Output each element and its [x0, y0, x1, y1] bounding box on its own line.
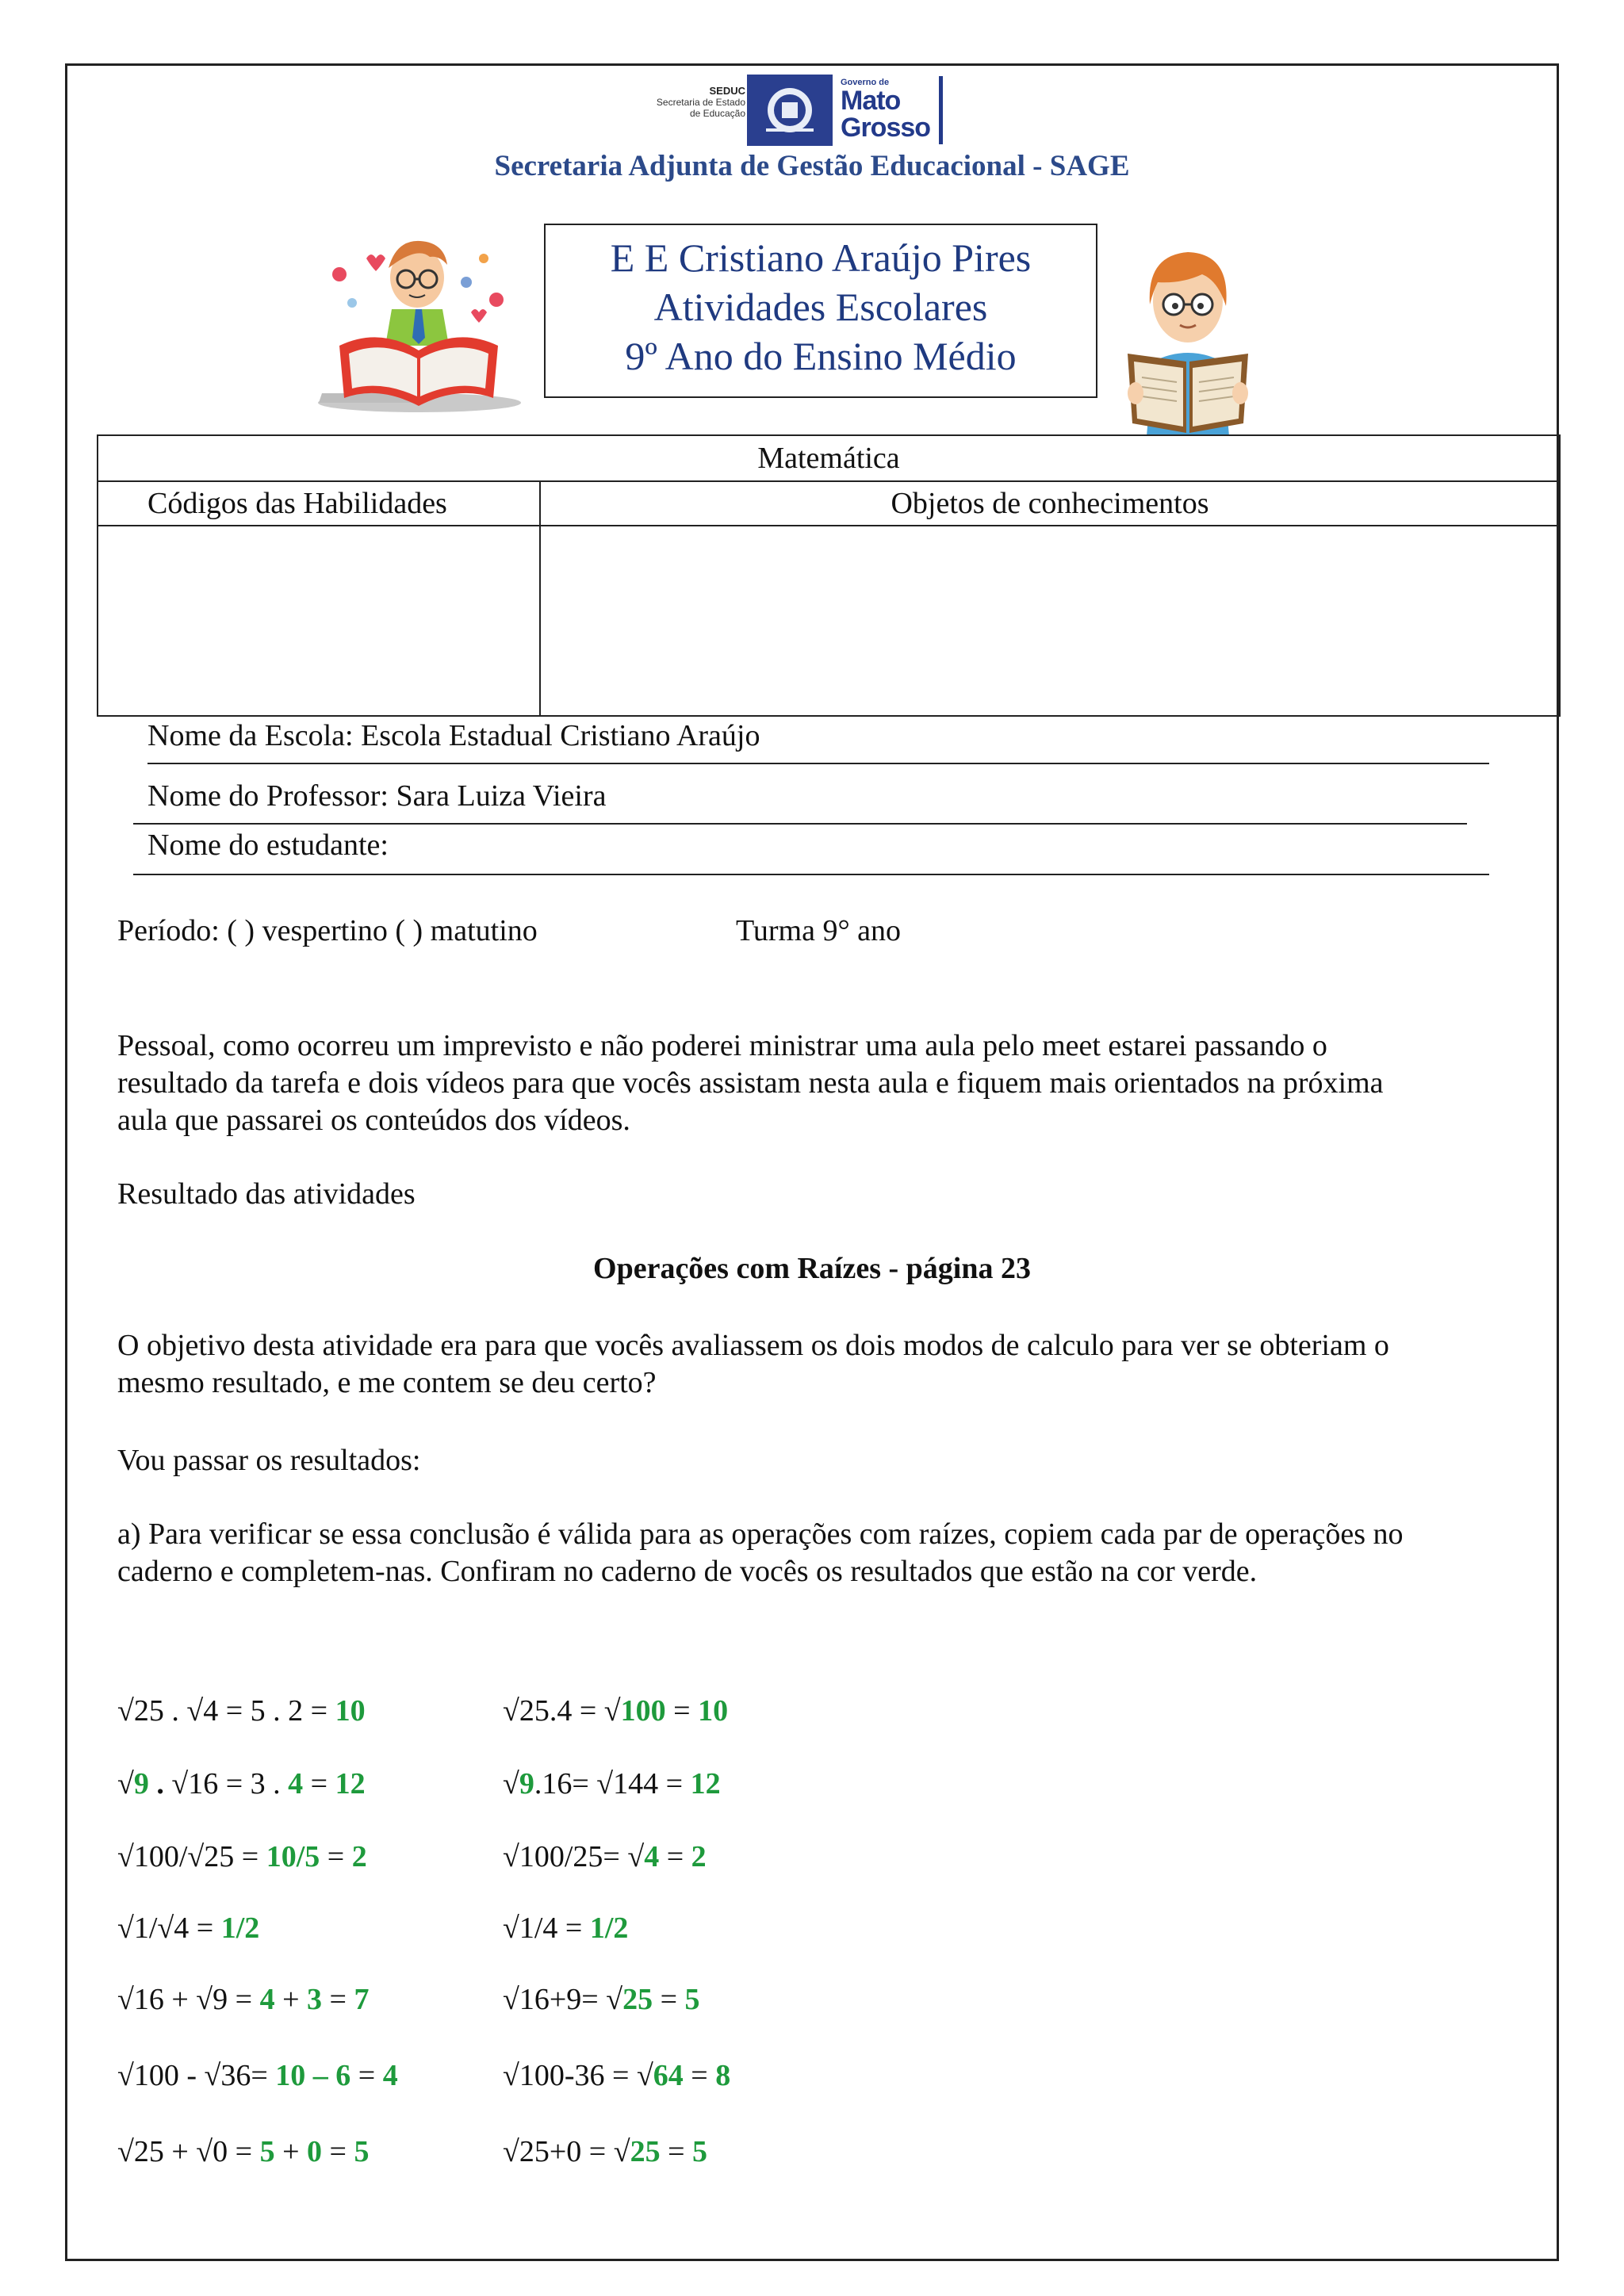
equation-row-7-right: √25+0 = √25 = 5: [503, 2135, 708, 2168]
equation-row-2-left: √9 . √16 = 3 . 4 = 12: [117, 1767, 366, 1800]
equation-row-4-right: √1/4 = 1/2: [503, 1911, 629, 1945]
boy-reading-book-icon: [316, 227, 523, 417]
results-label: Resultado das atividades: [117, 1177, 416, 1211]
section-title: Operações com Raízes - página 23: [593, 1252, 1031, 1285]
equation-row-3-right: √100/25= √4 = 2: [503, 1840, 707, 1873]
period-field: Período: ( ) vespertino ( ) matutino: [117, 914, 538, 947]
equation-row-1-left: √25 . √4 = 5 . 2 = 10: [117, 1694, 366, 1728]
mato-grosso-wordmark: Governo de Mato Grosso: [834, 75, 953, 146]
activities-title: Atividades Escolares: [653, 285, 988, 329]
objective-paragraph: O objetivo desta atividade era para que vocês avaliassem os dois modos de calculo para ver se obteriam o mesmo resultado, e me contem se deu certo?: [117, 1329, 1389, 1399]
government-logo: [619, 75, 967, 147]
equation-row-6-left: √100 - √36= 10 – 6 = 4: [117, 2059, 398, 2092]
student-name-label: Nome do estudante:: [147, 828, 389, 862]
intro-paragraph: Pessoal, como ocorreu um imprevisto e não poderei ministrar uma aula pelo meet estarei passando o resultado da tarefa e dois vídeos para que vocês assistam nesta aula e fiquem mais orientados na próxima aula que passarei os conteúdos dos vídeos.: [117, 1029, 1384, 1137]
school-info-box: [544, 224, 1097, 398]
equation-row-2-right: √9.16= √144 = 12: [503, 1767, 721, 1800]
knowledge-objects-header: Objetos de conhecimentos: [540, 481, 1560, 526]
seduc-logo-text: SEDUC Secretaria de Estado de Educação: [656, 85, 745, 119]
equation-row-7-left: √25 + √0 = 5 + 0 = 5: [117, 2135, 370, 2168]
student-name-line[interactable]: [133, 874, 1489, 875]
class-field: Turma 9° ano: [736, 914, 902, 947]
teacher-name-field: Nome do Professor: Sara Luiza Vieira: [147, 779, 607, 813]
equation-row-1-right: √25.4 = √100 = 10: [503, 1694, 729, 1728]
equation-row-4-left: √1/√4 = 1/2: [117, 1911, 260, 1945]
teacher-name-line: [133, 823, 1467, 825]
student-holding-book-icon: [1126, 243, 1250, 436]
equation-row-3-left: √100/√25 = 10/5 = 2: [117, 1840, 367, 1873]
state-crest-icon: [747, 75, 833, 146]
skill-codes-header: Códigos das Habilidades: [98, 481, 540, 526]
grade-title: 9º Ano do Ensino Médio: [625, 334, 1017, 378]
skills-table: [97, 434, 1561, 717]
subject-cell: Matemática: [98, 435, 1560, 481]
school-name-field: Nome da Escola: Escola Estadual Cristiano Araújo: [147, 719, 760, 752]
item-a-paragraph: a) Para verificar se essa conclusão é válida para as operações com raízes, copiem cada par de operações no caderno e completem-nas. Confiram no caderno de vocês os resultados que estão na cor verde.: [117, 1517, 1404, 1588]
knowledge-objects-cell[interactable]: [540, 526, 1560, 716]
skill-codes-cell[interactable]: [98, 526, 540, 716]
school-name-title: E E Cristiano Araújo Pires: [610, 235, 1032, 280]
results-intro: Vou passar os resultados:: [117, 1444, 421, 1477]
school-name-line: [147, 763, 1489, 764]
equation-row-6-right: √100-36 = √64 = 8: [503, 2059, 731, 2092]
equation-row-5-left: √16 + √9 = 4 + 3 = 7: [117, 1983, 370, 2016]
equation-row-5-right: √16+9= √25 = 5: [503, 1983, 700, 2016]
sage-title: Secretaria Adjunta de Gestão Educacional - SAGE: [494, 150, 1130, 182]
